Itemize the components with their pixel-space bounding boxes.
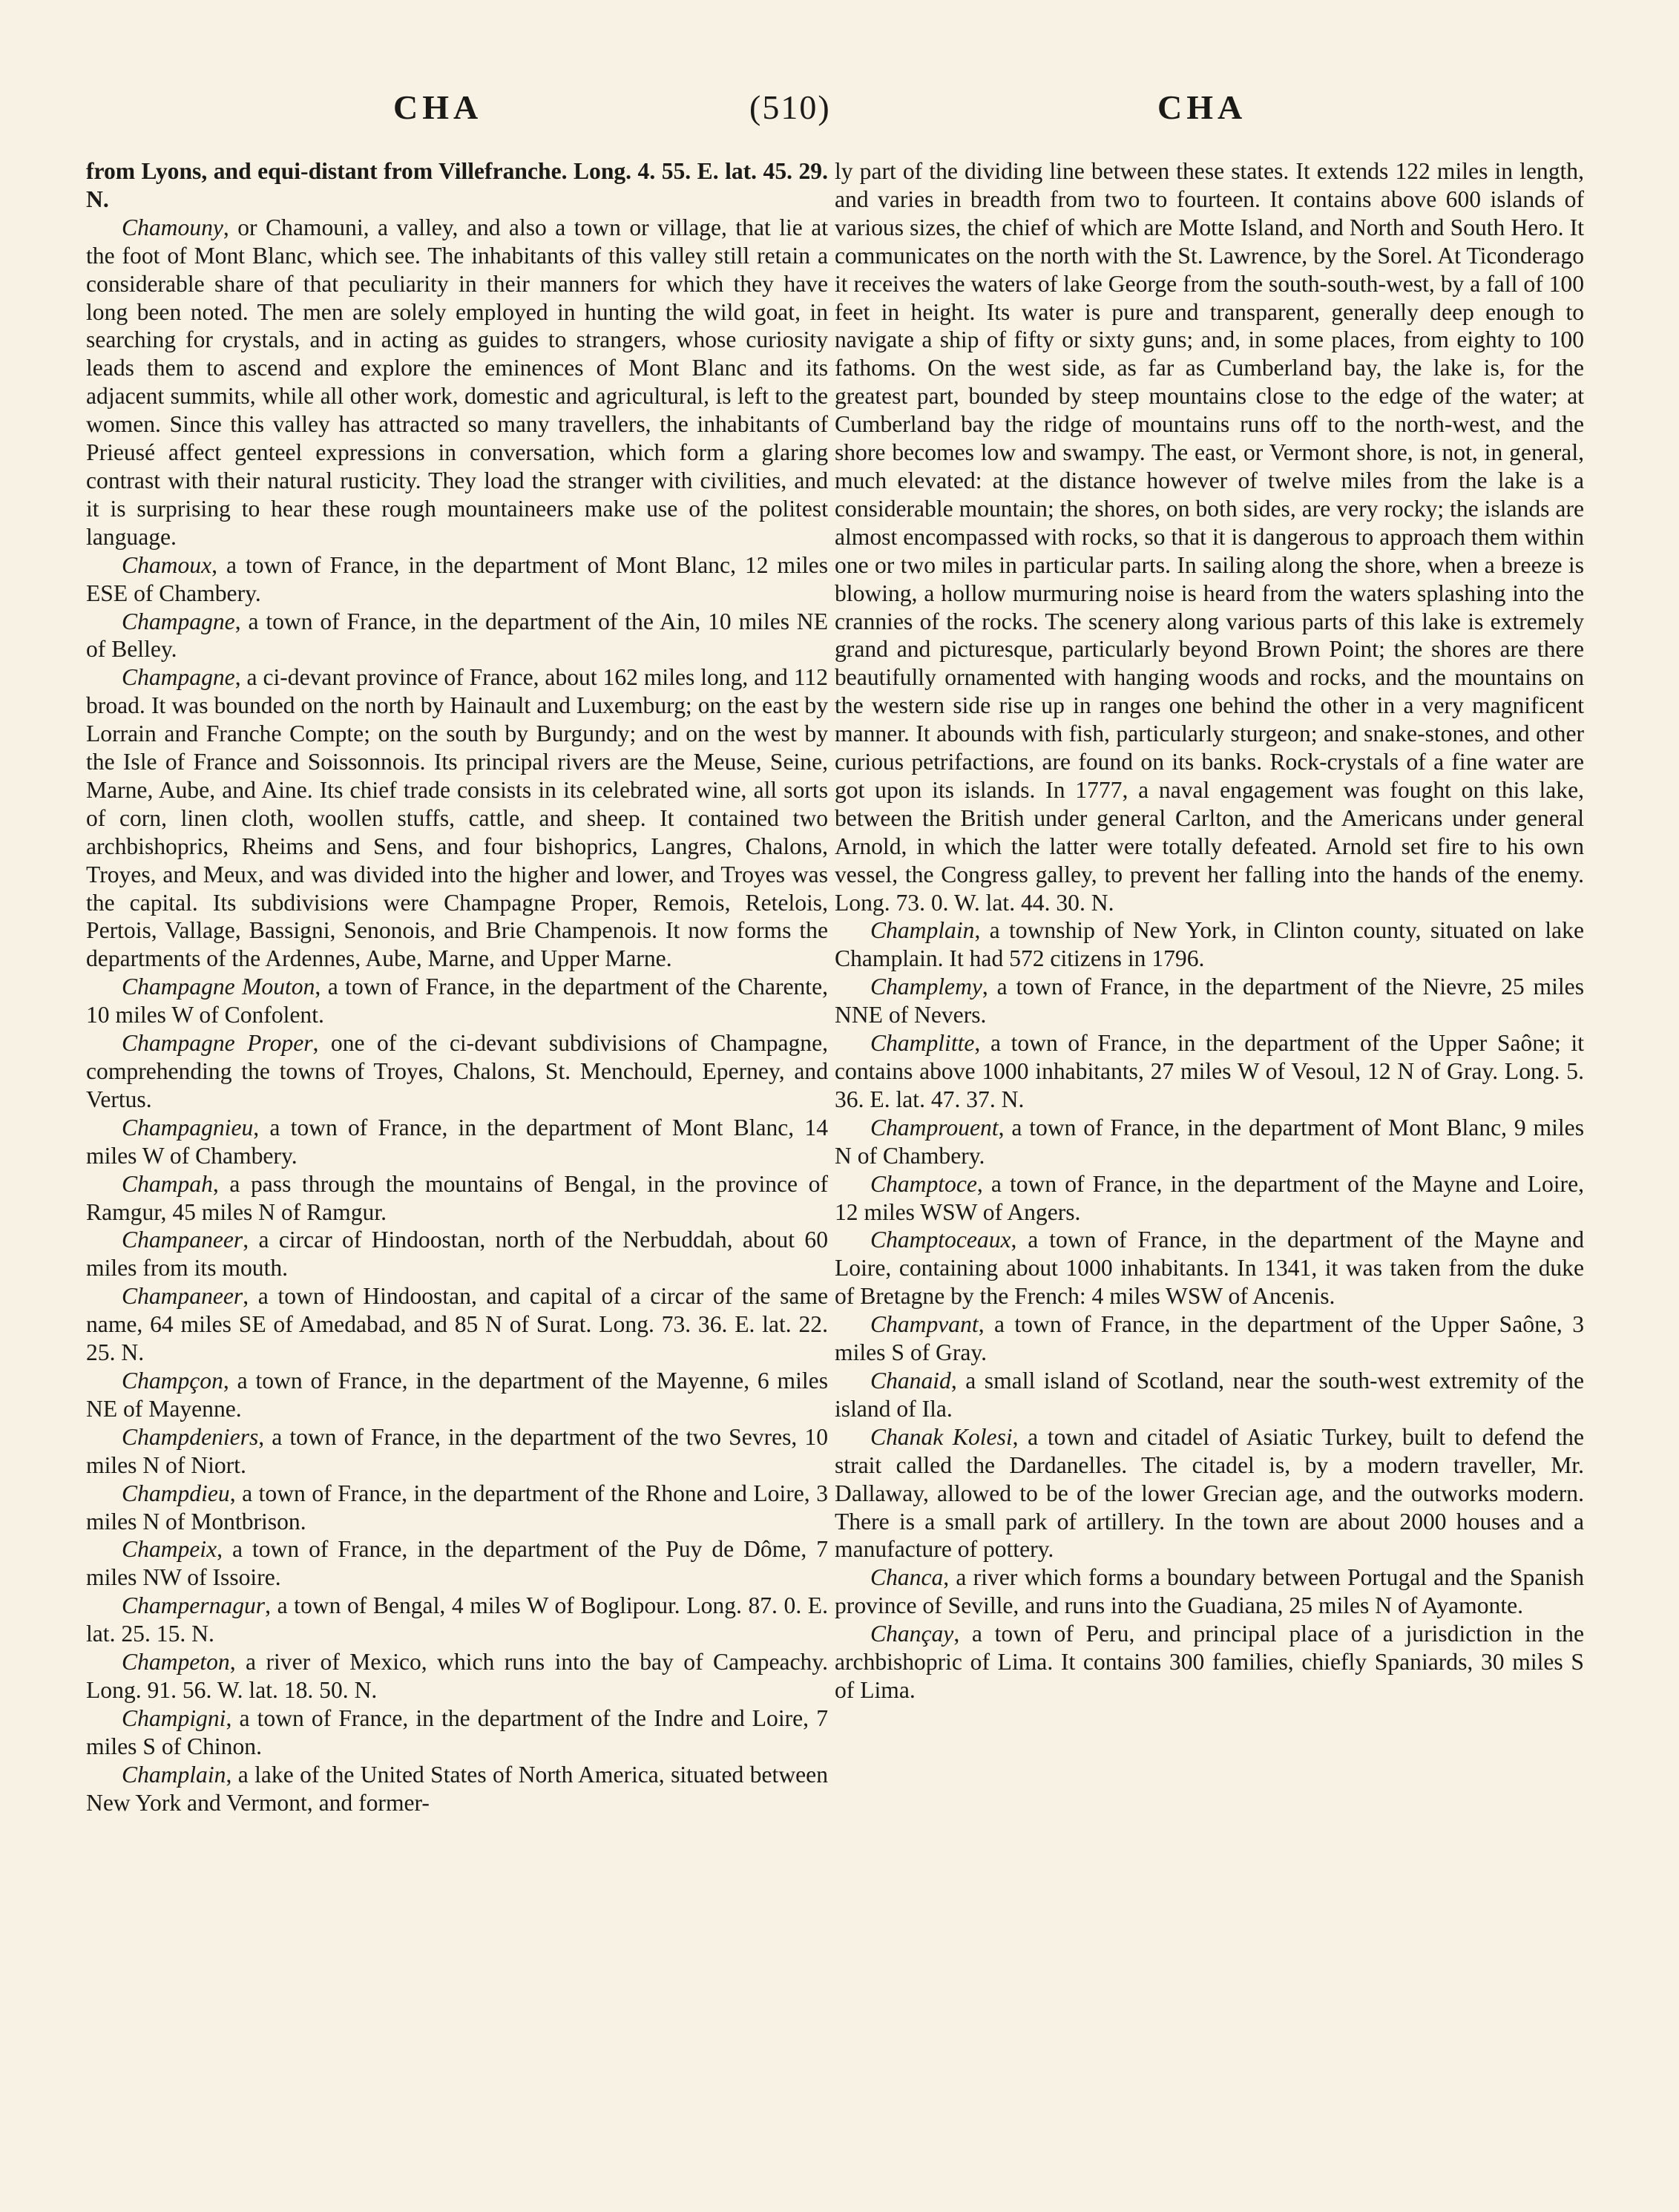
entry-headword: Chanca xyxy=(870,1564,944,1591)
entry-body: , a town of France, in the department of Mont Blanc, 14 miles W of Chambery. xyxy=(86,1114,828,1169)
entry-headword: Champlain xyxy=(870,917,975,944)
entry-headword: Champah xyxy=(122,1170,213,1197)
gazetteer-entry xyxy=(835,1226,1584,1310)
gazetteer-entry xyxy=(86,973,828,1029)
entry-body: , a town of France, in the department of the Rhone and Loire, 3 miles N of Montbrison. xyxy=(86,1480,828,1535)
entry-headword: Chamoux xyxy=(122,551,212,578)
entry-body: from Lyons, and equi-distant from Villefranche. Long. 4. 55. E. lat. 45. 29. N. xyxy=(86,158,828,212)
entry-body: , a town of France, in the department of the Ain, 10 miles NE of Belley. xyxy=(86,608,828,663)
entry-body: , a town of France, in the department of the two Sevres, 10 miles N of Niort. xyxy=(86,1423,828,1478)
entry-headword: Champaneer xyxy=(122,1283,243,1310)
gazetteer-entry xyxy=(86,1226,828,1282)
entry-body: , a river which forms a boundary between Portugal and the Spanish province of Seville, and runs into the Guadiana, 25 miles N of Ayamonte. xyxy=(835,1564,1584,1619)
entry-body: , a lake of the United States of North America, situated between New York and Vermont, and former- xyxy=(86,1761,828,1816)
gazetteer-entry xyxy=(86,1648,828,1704)
entry-headword: Chanak Kolesi xyxy=(870,1423,1013,1450)
entry-headword: Champagnieu xyxy=(122,1114,254,1141)
entry-body: , a town of France, in the department of the Charente, 10 miles W of Confolent. xyxy=(86,974,829,1028)
entry-body: , a ci-devant province of France, about 162 miles long, and 112 broad. It was bounded on the north by Hainault and Luxemburg; on the east by Lorrain and Franche Compte; on the south by Burgundy; and on the west by the Isle of France and Soissonnois. Its principal rivers are the Meuse, Seine, Marne, Aube, and Aine. Its chief trade consists in its celebrated wine, all sorts of corn, linen cloth, woollen stuffs, cattle, and sheep. It contained two archbishoprics, Rheims and Sens, and four bishoprics, Langres, Chalons, Troyes, and Meux, and was divided into the higher and lower, and Troyes was the capital. Its subdivisions were Champagne Proper, Remois, Retelois, Pertois, Vallage, Bassigni, Senonois, and Brie Champenois. It now forms the departments of the Ardennes, Aube, Marne, and Upper Marne. xyxy=(86,664,828,972)
gazetteer-entry xyxy=(835,1367,1584,1423)
entry-headword: Champeton xyxy=(122,1649,230,1676)
gazetteer-entry xyxy=(835,973,1584,1029)
gazetteer-entry xyxy=(835,1423,1584,1564)
gazetteer-entry xyxy=(86,1592,828,1648)
gazetteer-entry xyxy=(835,1029,1584,1114)
entry-body: , a small island of Scotland, near the south-west extremity of the island of Ila. xyxy=(835,1367,1584,1422)
gazetteer-entry xyxy=(835,1620,1584,1704)
entry-body: , a circar of Hindoostan, north of the Nerbuddah, about 60 miles from its mouth. xyxy=(86,1227,828,1281)
gazetteer-entry xyxy=(86,1114,828,1170)
entry-body: , a town of Peru, and principal place of a jurisdiction in the archbishopric of Lima. It contains 300 families, chiefly Spaniards, 30 miles S of Lima. xyxy=(835,1621,1584,1703)
entry-body: , a town of Hindoostan, and capital of a circar of the same name, 64 miles SE of Amedabad, and 85 N of Surat. Long. 73. 36. E. lat. 22. 25. N. xyxy=(86,1283,828,1366)
entry-headword: Champagne xyxy=(122,608,235,634)
entry-headword: Champigni xyxy=(122,1704,226,1731)
entry-body: , or Chamouni, a valley, and also a town or village, that lie at the foot of Mont Blanc, which see. The inhabitants of this valley still retain a considerable share of that peculiarity in their manners for which they have long been noted. The men are solely employed in hunting the wild goat, in searching for crystals, and in acting as guides to strangers, whose curiosity leads them to ascend and explore the eminences of Mont Blanc and its adjacent summits, while all other work, domestic and agricultural, is left to the women. Since this valley has attracted so many travellers, the inhabitants of Prieusé affect genteel expressions in conversation, which form a glaring contrast with their natural rusticity. They load the stranger with civilities, and it is surprising to hear these rough mountaineers make use of the politest language. xyxy=(86,214,828,550)
entry-headword: Champagne Proper xyxy=(122,1030,313,1057)
gazetteer-entry xyxy=(835,1310,1584,1367)
entry-headword: Champaneer xyxy=(122,1227,243,1253)
entry-headword: Champdieu xyxy=(122,1480,230,1506)
entry-body: , a town of France, in the department of the Upper Saône, 3 miles S of Gray. xyxy=(835,1311,1584,1366)
entry-body: , a town of France, in the department of the Nievre, 25 miles NNE of Nevers. xyxy=(835,974,1584,1028)
entry-body: , a town of France, in the department of the Indre and Loire, 7 miles S of Chinon. xyxy=(86,1704,828,1759)
gazetteer-entry xyxy=(86,1480,828,1536)
entry-body: , a pass through the mountains of Bengal, in the province of Ramgur, 45 miles N of Ramgur. xyxy=(86,1170,828,1225)
entry-continuation xyxy=(86,157,828,214)
gazetteer-entry xyxy=(835,1563,1584,1620)
entry-body: , a town and citadel of Asiatic Turkey, built to defend the strait called the Dardanelles. The citadel is, by a modern traveller, Mr. Dallaway, allowed to be of the lower Grecian age, and the outworks modern. There is a small park of artillery. In the town are about 2000 houses and a manufacture of pottery. xyxy=(835,1423,1584,1563)
gazetteer-entry xyxy=(86,214,828,551)
entry-body: , a township of New York, in Clinton county, situated on lake Champlain. It had 572 citizens in 1796. xyxy=(835,917,1584,972)
entry-headword: Chanaid xyxy=(870,1367,951,1394)
entry-headword: Champvant xyxy=(870,1311,979,1338)
entry-headword: Champlitte xyxy=(870,1030,975,1057)
gazetteer-entry xyxy=(835,1170,1584,1227)
gazetteer-entry xyxy=(86,1423,828,1480)
header-right: CHA xyxy=(1157,88,1247,126)
gazetteer-entry xyxy=(86,1170,828,1227)
running-header xyxy=(0,88,1679,132)
gazetteer-entry xyxy=(86,1029,828,1114)
gazetteer-entry xyxy=(835,916,1584,973)
gazetteer-entry xyxy=(835,1114,1584,1170)
entry-continuation xyxy=(835,157,1584,916)
entry-body: , a town of France, in the department of the Mayne and Loire, 12 miles WSW of Angers. xyxy=(835,1170,1584,1225)
entry-body: , a town of France, in the department of the Mayne and Loire, containing about 1000 inhabitants. In 1341, it was taken from the duke of Bretagne by the French: 4 miles WSW of Ancenis. xyxy=(835,1227,1584,1310)
gazetteer-entry xyxy=(86,608,828,664)
entry-body: , a town of France, in the department of Mont Blanc, 12 miles ESE of Chambery. xyxy=(86,551,828,606)
right-column xyxy=(835,157,1584,1704)
page-number: (510) xyxy=(749,88,831,126)
entry-headword: Champtoceaux xyxy=(870,1227,1011,1253)
entry-headword: Champlemy xyxy=(870,974,982,1000)
entry-body: ly part of the dividing line between these states. It extends 122 miles in length, and varies in breadth from two to fourteen. It contains above 600 islands of various sizes, the chief of which are Motte Island, and North and South Hero. It communicates on the north with the St. Lawrence, by the Sorel. At Ticonderago it receives the waters of lake George from the south-south-west, by a fall of 100 feet in height. Its water is pure and transparent, generally deep enough to navigate a ship of fifty or sixty guns; and, in some places, from eighty to 100 fathoms. On the west side, as far as Cumberland bay, the lake is, for the greatest part, bounded by steep mountains close to the edge of the water; at Cumberland bay the ridge of mountains runs off to the north-west, and the shore becomes low and swampy. The east, or Vermont shore, is not, in general, much elevated: at the distance however of twelve miles from the lake is a considerable mountain; the shores, on both sides, are very rocky; the islands are almost encompassed with rocks, so that it is dangerous to approach them within one or two miles in particular parts. In sailing along the shore, when a breeze is blowing, a hollow murmuring noise is heard from the waters splashing into the crannies of the rocks. The scenery along various parts of this lake is extremely grand and picturesque, particularly beyond Brown Point; the shores are there beautifully ornamented with hanging woods and rocks, and the mountains on the western side rise up in ranges one behind the other in a very magnificent manner. It abounds with fish, particularly sturgeon; and snake-stones, and other curious petrifactions, are found on its banks. Rock-crystals of a fine water are got upon its islands. In 1777, a naval engagement was fought on this lake, between the British under general Carlton, and the Americans under general Arnold, in which the latter were totally defeated. Arnold set fire to his own vessel, the Congress galley, to prevent her falling into the hands of the enemy. Long. 73. 0. W. lat. 44. 30. N. xyxy=(835,158,1584,916)
entry-body: , a town of France, in the department of Mont Blanc, 9 miles N of Chambery. xyxy=(835,1114,1584,1169)
entry-body: , a town of Bengal, 4 miles W of Boglipour. Long. 87. 0. E. lat. 25. 15. N. xyxy=(86,1592,828,1647)
entry-body: , one of the ci-devant subdivisions of Champagne, comprehending the towns of Troyes, Chalons, St. Menchould, Eperney, and Vertus. xyxy=(86,1030,828,1112)
entry-headword: Champçon xyxy=(122,1367,223,1394)
entry-headword: Champdeniers xyxy=(122,1423,259,1450)
entry-body: , a river of Mexico, which runs into the bay of Campeachy. Long. 91. 56. W. lat. 18. 50. N. xyxy=(86,1649,828,1703)
header-left: CHA xyxy=(393,88,483,126)
entry-headword: Champlain xyxy=(122,1761,226,1788)
entry-headword: Chamouny xyxy=(122,214,223,240)
entry-headword: Champtoce xyxy=(870,1170,977,1197)
gazetteer-entry xyxy=(86,551,828,608)
entry-headword: Chançay xyxy=(870,1621,954,1647)
entry-headword: Champagne xyxy=(122,664,235,691)
entry-headword: Champernagur xyxy=(122,1592,266,1619)
entry-headword: Champeix xyxy=(122,1536,217,1563)
entry-body: , a town of France, in the department of the Upper Saône; it contains above 1000 inhabitants, 27 miles W of Vesoul, 12 N of Gray. Long. 5. 36. E. lat. 47. 37. N. xyxy=(835,1030,1584,1112)
entry-body: , a town of France, in the department of the Puy de Dôme, 7 miles NW of Issoire. xyxy=(86,1536,828,1591)
gazetteer-entry xyxy=(86,1282,828,1367)
gazetteer-entry xyxy=(86,663,828,973)
left-column xyxy=(86,157,828,1816)
entry-body: , a town of France, in the department of the Mayenne, 6 miles NE of Mayenne. xyxy=(86,1367,828,1422)
entry-headword: Champrouent xyxy=(870,1114,999,1141)
gazetteer-entry xyxy=(86,1367,828,1423)
gazetteer-entry xyxy=(86,1761,828,1817)
entry-headword: Champagne Mouton xyxy=(122,974,315,1000)
gazetteer-entry xyxy=(86,1535,828,1592)
gazetteer-entry xyxy=(86,1704,828,1761)
